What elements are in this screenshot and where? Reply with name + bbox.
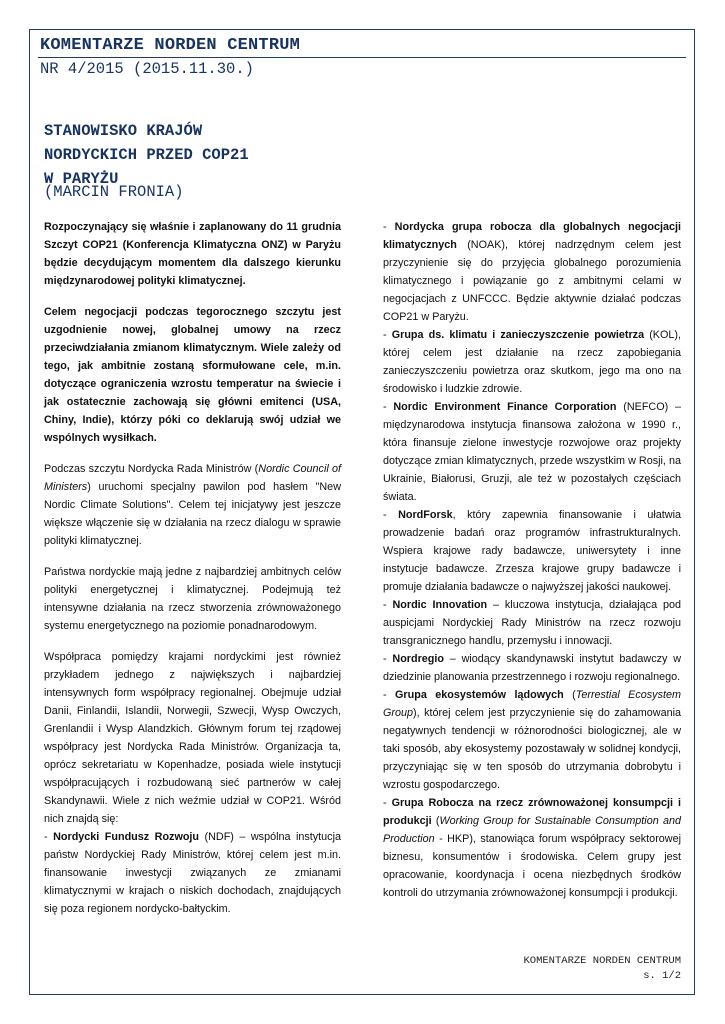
page-number: s. 1/2 [643, 970, 681, 982]
paragraph-cooperation: Współpraca pomiędzy krajami nordyckimi jest również przykładem jednego z największych i najbardziej intensywnych form współpracy regionalnej. Obejmuje udział Danii, Finlandii, Islandii, Norwegii, Szwecji, Wysp Owczych, Grenlandii i Wysp Alandzkich. Głównym forum tej rządowej współpracy jest Nordycka Rada Ministrów. Organizacja ta, oprócz sekretariatu w Kopenhadze, posiada wiele instytucji współpracujących i rozbudowaną sieć partnerów w całej Skandynawii. Wiele z nich weźmie udział w COP21. Wśród nich znajdą się: [44, 651, 341, 825]
article-title-line: STANOWISKO KRAJÓW [44, 122, 203, 140]
publication-title: KOMENTARZE NORDEN CENTRUM [40, 36, 301, 55]
page-footer [523, 954, 681, 984]
list-item-hkp: - Grupa Robocza na rzecz zrównoważonej konsumpcji i produkcji (Working Group for Sustainable Consumption and Production - HKP), stanowiąca forum współpracy sektorowej biznesu, konsumentów i środowiska. Celem grupy jest opracowanie, koordynacja i ocena niezbędnych środków kontroli do utrzymania zrównoważonej konsumpcji i produkcji. [383, 797, 681, 899]
issue-number: NR 4/2015 (2015.11.30.) [40, 60, 254, 78]
header-divider [38, 57, 686, 58]
lead-paragraph-2: Celem negocjacji podczas tegorocznego szczytu jest uzgodnienie nowej, globalnej umowy na rzecz przeciwdziałania zmianom klimatycznym. Wiele zależy od tego, jak ambitnie zostaną sformułowane cele, m.in. dotyczące ograniczenia wzrostu temperatur na świecie i jak ostatecznie zachowają się główni emitenci (USA, Chiny, Indie), którzy póki co deklarują swój udział we wspólnych wysiłkach. [44, 306, 341, 444]
list-item-ndf: - Nordycki Fundusz Rozwoju (NDF) – wspólna instytucja państw Nordyckiej Rady Ministrów, której celem jest m.in. finansowanie inwestycji związanych ze zmianami klimatycznymi w krajach o niskich dochodach, znajdujących się poza regionem nordycko-bałtyckim. [44, 831, 341, 915]
footer-publication: KOMENTARZE NORDEN CENTRUM [523, 955, 681, 967]
article-author: (MARCIN FRONIA) [44, 183, 184, 201]
lead-paragraph: Rozpoczynający się właśnie i zaplanowany do 11 grudnia Szczyt COP21 (Konferencja Klimatyczna ONZ) w Paryżu będzie decydującym momentem dla dalszego kierunku międzynarodowej polityki klimatycznej. [44, 221, 341, 287]
list-item-nordforsk: - NordForsk, który zapewnia finansowanie i ułatwia prowadzenie badań oraz programów infrastrukturalnych. Wspiera krajowe rady badawcze, uniwersytety i inne instytucje badawcze. Zrzesza krajowe grupy badawcze i promuje działania badawcze o najwyższej jakości naukowej. [383, 509, 681, 593]
list-item-noak: - Nordycka grupa robocza dla globalnych negocjacji klimatycznych (NOAK), której nadrzędnym celem jest przyczynienie się do przyjęcia globalnego porozumienia klimatycznego i powiązanie go z ambitnymi celami w negocjacjach z UNFCCC. Będzie aktywnie działać podczas COP21 w Paryżu. [383, 221, 681, 323]
list-item-nordic-innovation: - Nordic Innovation – kluczowa instytucja, działająca pod auspicjami Nordyckiej Rady Ministrów na rzecz rozwoju transgranicznego handlu, przemysłu i innowacji. [383, 599, 681, 647]
paragraph-pavilion: Podczas szczytu Nordycka Rada Ministrów (Nordic Council of Ministers) uruchomi specjalny pawilon pod hasłem "New Nordic Climate Solutions". Celem tej inicjatywy jest jeszcze większe włączenie się w działania na rzecz dialogu w sprawie polityki klimatycznej. [44, 463, 341, 547]
list-item-nefco: - Nordic Environment Finance Corporation (NEFCO) – międzynarodowa instytucja finansowa założona w 1990 r., która finansuje zielone inwestycje rozwojowe oraz projekty dotyczące zmian klimatycznych, przede wszystkim w Rosji, na Ukrainie, Białorusi, Gruzji, ale też w pozostałych częściach świata. [383, 401, 681, 503]
list-item-ecosystem-group: - Grupa ekosystemów lądowych (Terrestial Ecosystem Group), której celem jest przyczynienie się do zahamowania negatywnych tendencji w różnorodności biologicznej, ale w taki sposób, aby ekosystemy pozostawały w solidnej kondycji, przyczyniając się w ten sposób do utrzymania dobrobytu i wzrostu gospodarczego. [383, 689, 681, 791]
article-title-line: W PARYŻU [44, 170, 119, 188]
left-column [44, 218, 341, 918]
article-title-line: NORDYCKICH PRZED COP21 [44, 146, 249, 164]
right-column [383, 218, 681, 902]
list-item-kol: - Grupa ds. klimatu i zanieczyszczenie powietrza (KOL), której celem jest działanie na rzecz zapobiegania zanieczyszczeniu powietrza oraz skutkom, jego ma ono na środowisko i ludzkie zdrowie. [383, 329, 682, 395]
paragraph-energy-policy: Państwa nordyckie mają jedne z najbardziej ambitnych celów polityki energetycznej i klimatycznej. Podejmują też intensywne działania na rzecz stworzenia zrównoważonego systemu energetycznego na poziomie ponadnarodowym. [44, 566, 341, 632]
list-item-nordregio: - Nordregio – wiodący skandynawski instytut badawczy w dziedzinie planowania przestrzennego i rozwoju regionalnego. [383, 653, 681, 683]
article-title [44, 119, 249, 191]
